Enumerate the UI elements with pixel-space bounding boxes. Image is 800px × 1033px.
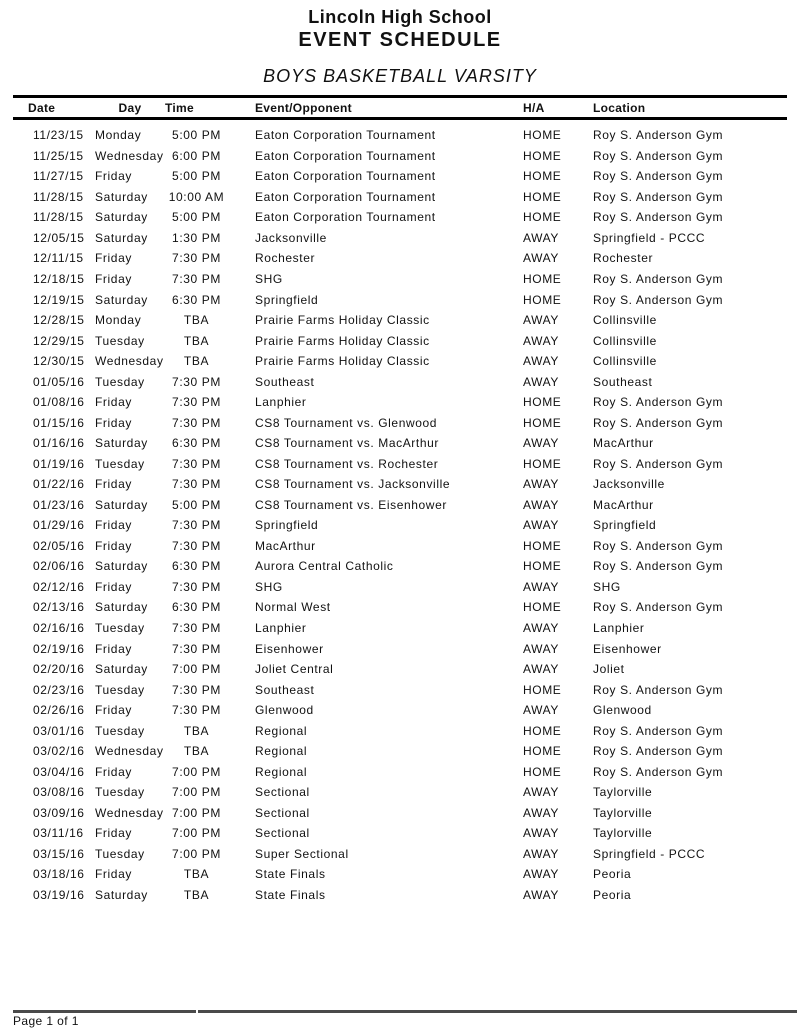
- table-row: [13, 248, 787, 269]
- cell-location: Roy S. Anderson Gym: [593, 559, 724, 574]
- table-row: [13, 782, 787, 803]
- cell-event: Southeast: [255, 682, 315, 697]
- cell-date: 01/05/16: [33, 374, 85, 389]
- cell-event: SHG: [255, 579, 283, 594]
- cell-ha: AWAY: [523, 867, 559, 882]
- column-header-day: Day: [118, 100, 142, 115]
- cell-day: Tuesday: [95, 682, 145, 697]
- cell-event: Rochester: [255, 251, 316, 266]
- cell-event: Prairie Farms Holiday Classic: [255, 354, 430, 369]
- cell-time: 7:30 PM: [172, 621, 221, 636]
- cell-day: Tuesday: [95, 723, 145, 738]
- cell-day: Saturday: [95, 230, 148, 245]
- cell-time: 7:30 PM: [172, 395, 221, 410]
- cell-day: Saturday: [95, 210, 148, 225]
- cell-time: 6:30 PM: [172, 436, 221, 451]
- cell-time: 7:30 PM: [172, 271, 221, 286]
- table-row: [13, 556, 787, 577]
- cell-location: Roy S. Anderson Gym: [593, 292, 724, 307]
- cell-time: 7:30 PM: [172, 415, 221, 430]
- cell-ha: HOME: [523, 600, 562, 615]
- cell-date: 12/05/15: [33, 230, 85, 245]
- cell-event: Eaton Corporation Tournament: [255, 189, 436, 204]
- table-row: [13, 330, 787, 351]
- column-header-ha: H/A: [523, 100, 545, 115]
- table-row: [13, 885, 787, 906]
- column-header-event: Event/Opponent: [255, 100, 352, 115]
- cell-ha: AWAY: [523, 477, 559, 492]
- cell-time: 7:30 PM: [172, 703, 221, 718]
- cell-time: 7:30 PM: [172, 518, 221, 533]
- table-row: [13, 515, 787, 536]
- cell-day: Wednesday: [95, 354, 164, 369]
- cell-location: Roy S. Anderson Gym: [593, 148, 724, 163]
- cell-location: Taylorville: [593, 805, 653, 820]
- cell-date: 01/22/16: [33, 477, 85, 492]
- cell-location: Peoria: [593, 867, 632, 882]
- cell-time: 5:00 PM: [172, 128, 221, 143]
- cell-day: Friday: [95, 271, 132, 286]
- cell-day: Wednesday: [95, 148, 164, 163]
- cell-ha: AWAY: [523, 436, 559, 451]
- table-row: [13, 433, 787, 454]
- cell-location: Springfield: [593, 518, 657, 533]
- cell-ha: AWAY: [523, 497, 559, 512]
- column-header-location: Location: [593, 100, 646, 115]
- cell-ha: HOME: [523, 169, 562, 184]
- cell-ha: AWAY: [523, 805, 559, 820]
- cell-location: Roy S. Anderson Gym: [593, 128, 724, 143]
- cell-location: Roy S. Anderson Gym: [593, 415, 724, 430]
- cell-time: 6:30 PM: [172, 292, 221, 307]
- cell-event: Sectional: [255, 785, 310, 800]
- cell-ha: HOME: [523, 189, 562, 204]
- cell-ha: HOME: [523, 538, 562, 553]
- cell-day: Friday: [95, 169, 132, 184]
- cell-ha: AWAY: [523, 230, 559, 245]
- table-row: [13, 803, 787, 824]
- cell-event: Eaton Corporation Tournament: [255, 210, 436, 225]
- cell-time: TBA: [183, 354, 210, 369]
- cell-event: Jacksonville: [255, 230, 327, 245]
- cell-date: 02/20/16: [33, 662, 85, 677]
- cell-date: 03/09/16: [33, 805, 85, 820]
- cell-event: Normal West: [255, 600, 331, 615]
- school-name: Lincoln High School: [308, 7, 492, 27]
- cell-day: Wednesday: [95, 805, 164, 820]
- table-row: [13, 844, 787, 865]
- cell-date: 11/28/15: [33, 189, 84, 204]
- cell-time: 7:00 PM: [172, 826, 221, 841]
- cell-event: Regional: [255, 764, 308, 779]
- table-row: [13, 597, 787, 618]
- schedule-body: [13, 120, 787, 905]
- cell-event: Springfield: [255, 518, 319, 533]
- cell-date: 02/19/16: [33, 641, 85, 656]
- cell-event: Regional: [255, 723, 308, 738]
- cell-location: Taylorville: [593, 785, 653, 800]
- cell-time: 6:30 PM: [172, 600, 221, 615]
- cell-date: 02/23/16: [33, 682, 85, 697]
- cell-date: 03/04/16: [33, 764, 85, 779]
- cell-event: Lanphier: [255, 621, 307, 636]
- cell-date: 12/30/15: [33, 354, 85, 369]
- cell-day: Friday: [95, 518, 132, 533]
- cell-day: Friday: [95, 641, 132, 656]
- cell-date: 03/19/16: [33, 887, 85, 902]
- cell-event: MacArthur: [255, 538, 316, 553]
- cell-ha: HOME: [523, 148, 562, 163]
- cell-time: 5:00 PM: [172, 169, 221, 184]
- table-row: [13, 474, 787, 495]
- cell-ha: HOME: [523, 456, 562, 471]
- cell-ha: AWAY: [523, 703, 559, 718]
- table-row: [13, 700, 787, 721]
- cell-location: Roy S. Anderson Gym: [593, 271, 724, 286]
- cell-time: 10:00 AM: [168, 189, 225, 204]
- cell-time: 7:00 PM: [172, 662, 221, 677]
- cell-event: Sectional: [255, 826, 310, 841]
- cell-time: 7:30 PM: [172, 641, 221, 656]
- cell-event: Joliet Central: [255, 662, 334, 677]
- cell-location: Roy S. Anderson Gym: [593, 723, 724, 738]
- cell-date: 12/11/15: [33, 251, 84, 266]
- table-row: [13, 741, 787, 762]
- cell-event: Sectional: [255, 805, 310, 820]
- cell-event: CS8 Tournament vs. MacArthur: [255, 436, 439, 451]
- cell-date: 03/11/16: [33, 826, 84, 841]
- cell-location: Roy S. Anderson Gym: [593, 744, 724, 759]
- cell-date: 01/29/16: [33, 518, 85, 533]
- cell-date: 02/12/16: [33, 579, 85, 594]
- table-row: [13, 187, 787, 208]
- cell-location: Roy S. Anderson Gym: [593, 169, 724, 184]
- cell-day: Saturday: [95, 559, 148, 574]
- cell-day: Friday: [95, 395, 132, 410]
- cell-location: Collinsville: [593, 354, 657, 369]
- cell-time: 7:00 PM: [172, 805, 221, 820]
- cell-ha: HOME: [523, 128, 562, 143]
- cell-time: 6:30 PM: [172, 559, 221, 574]
- table-row: [13, 454, 787, 475]
- cell-location: Glenwood: [593, 703, 652, 718]
- cell-time: TBA: [183, 867, 210, 882]
- cell-location: Roy S. Anderson Gym: [593, 538, 724, 553]
- table-row: [13, 638, 787, 659]
- schedule-table: [13, 95, 787, 905]
- cell-date: 12/18/15: [33, 271, 85, 286]
- cell-ha: AWAY: [523, 887, 559, 902]
- cell-time: 7:30 PM: [172, 251, 221, 266]
- cell-ha: HOME: [523, 559, 562, 574]
- cell-location: Taylorville: [593, 826, 653, 841]
- cell-time: TBA: [183, 313, 210, 328]
- cell-location: Springfield - PCCC: [593, 230, 706, 245]
- table-row: [13, 371, 787, 392]
- table-row: [13, 228, 787, 249]
- cell-day: Friday: [95, 826, 132, 841]
- cell-ha: AWAY: [523, 785, 559, 800]
- cell-location: Springfield - PCCC: [593, 846, 706, 861]
- table-row: [13, 864, 787, 885]
- cell-time: 5:00 PM: [172, 497, 221, 512]
- cell-ha: HOME: [523, 744, 562, 759]
- table-header-row: [13, 95, 787, 120]
- cell-time: 7:30 PM: [172, 456, 221, 471]
- cell-day: Friday: [95, 867, 132, 882]
- table-row: [13, 125, 787, 146]
- footer-divider: [198, 1010, 797, 1013]
- cell-date: 01/15/16: [33, 415, 85, 430]
- cell-event: State Finals: [255, 867, 326, 882]
- cell-day: Saturday: [95, 189, 148, 204]
- cell-event: Eisenhower: [255, 641, 324, 656]
- cell-date: 12/19/15: [33, 292, 85, 307]
- table-row: [13, 720, 787, 741]
- cell-event: Regional: [255, 744, 308, 759]
- cell-event: Lanphier: [255, 395, 307, 410]
- cell-date: 03/01/16: [33, 723, 85, 738]
- cell-time: TBA: [183, 723, 210, 738]
- table-row: [13, 392, 787, 413]
- cell-time: TBA: [183, 744, 210, 759]
- page-number: Page 1 of 1: [13, 1014, 79, 1028]
- table-row: [13, 269, 787, 290]
- cell-location: Roy S. Anderson Gym: [593, 456, 724, 471]
- cell-time: 7:00 PM: [172, 846, 221, 861]
- cell-ha: AWAY: [523, 579, 559, 594]
- cell-event: Super Sectional: [255, 846, 349, 861]
- cell-location: Roy S. Anderson Gym: [593, 682, 724, 697]
- table-row: [13, 823, 787, 844]
- cell-day: Wednesday: [95, 744, 164, 759]
- cell-date: 01/19/16: [33, 456, 85, 471]
- cell-location: Roy S. Anderson Gym: [593, 189, 724, 204]
- cell-date: 03/02/16: [33, 744, 85, 759]
- cell-ha: AWAY: [523, 662, 559, 677]
- cell-location: Peoria: [593, 887, 632, 902]
- cell-date: 03/08/16: [33, 785, 85, 800]
- cell-event: Aurora Central Catholic: [255, 559, 394, 574]
- cell-date: 02/26/16: [33, 703, 85, 718]
- cell-ha: AWAY: [523, 621, 559, 636]
- cell-event: CS8 Tournament vs. Rochester: [255, 456, 439, 471]
- column-header-time: Time: [165, 100, 194, 115]
- cell-time: TBA: [183, 333, 210, 348]
- cell-time: 7:30 PM: [172, 579, 221, 594]
- cell-ha: HOME: [523, 415, 562, 430]
- cell-event: Eaton Corporation Tournament: [255, 169, 436, 184]
- cell-event: Eaton Corporation Tournament: [255, 148, 436, 163]
- table-row: [13, 289, 787, 310]
- cell-ha: AWAY: [523, 846, 559, 861]
- cell-ha: HOME: [523, 764, 562, 779]
- cell-location: Collinsville: [593, 313, 657, 328]
- cell-day: Friday: [95, 251, 132, 266]
- cell-time: 7:00 PM: [172, 785, 221, 800]
- cell-location: Roy S. Anderson Gym: [593, 764, 724, 779]
- table-row: [13, 761, 787, 782]
- cell-time: 6:00 PM: [172, 148, 221, 163]
- cell-date: 11/28/15: [33, 210, 84, 225]
- cell-ha: AWAY: [523, 374, 559, 389]
- cell-day: Friday: [95, 415, 132, 430]
- footer-divider: [13, 1010, 196, 1013]
- cell-day: Tuesday: [95, 456, 145, 471]
- cell-event: SHG: [255, 271, 283, 286]
- cell-day: Saturday: [95, 662, 148, 677]
- cell-event: Prairie Farms Holiday Classic: [255, 333, 430, 348]
- cell-location: MacArthur: [593, 497, 654, 512]
- cell-ha: HOME: [523, 292, 562, 307]
- cell-ha: AWAY: [523, 333, 559, 348]
- table-row: [13, 659, 787, 680]
- cell-event: Southeast: [255, 374, 315, 389]
- cell-day: Friday: [95, 764, 132, 779]
- table-row: [13, 679, 787, 700]
- cell-day: Saturday: [95, 600, 148, 615]
- cell-event: Glenwood: [255, 703, 314, 718]
- cell-day: Friday: [95, 477, 132, 492]
- cell-date: 02/13/16: [33, 600, 85, 615]
- cell-day: Saturday: [95, 292, 148, 307]
- cell-day: Saturday: [95, 436, 148, 451]
- cell-day: Tuesday: [95, 785, 145, 800]
- cell-ha: AWAY: [523, 518, 559, 533]
- cell-location: Rochester: [593, 251, 654, 266]
- cell-event: Springfield: [255, 292, 319, 307]
- cell-ha: HOME: [523, 395, 562, 410]
- cell-day: Friday: [95, 703, 132, 718]
- table-row: [13, 146, 787, 167]
- table-row: [13, 351, 787, 372]
- cell-date: 03/15/16: [33, 846, 85, 861]
- cell-date: 02/06/16: [33, 559, 85, 574]
- cell-day: Tuesday: [95, 333, 145, 348]
- table-row: [13, 310, 787, 331]
- cell-event: Prairie Farms Holiday Classic: [255, 313, 430, 328]
- cell-ha: HOME: [523, 271, 562, 286]
- cell-time: 5:00 PM: [172, 210, 221, 225]
- cell-ha: AWAY: [523, 826, 559, 841]
- cell-date: 01/08/16: [33, 395, 85, 410]
- cell-ha: HOME: [523, 723, 562, 738]
- cell-date: 11/23/15: [33, 128, 84, 143]
- cell-location: Eisenhower: [593, 641, 662, 656]
- cell-location: Southeast: [593, 374, 653, 389]
- cell-ha: AWAY: [523, 354, 559, 369]
- document-header: [0, 0, 800, 87]
- cell-event: CS8 Tournament vs. Eisenhower: [255, 497, 447, 512]
- cell-location: MacArthur: [593, 436, 654, 451]
- cell-event: State Finals: [255, 887, 326, 902]
- cell-date: 12/29/15: [33, 333, 85, 348]
- cell-ha: AWAY: [523, 641, 559, 656]
- table-row: [13, 495, 787, 516]
- cell-time: 7:30 PM: [172, 477, 221, 492]
- column-header-date: Date: [28, 100, 56, 115]
- cell-location: SHG: [593, 579, 621, 594]
- cell-time: 7:30 PM: [172, 682, 221, 697]
- document-title: EVENT SCHEDULE: [298, 29, 502, 51]
- cell-location: Joliet: [593, 662, 625, 677]
- cell-ha: HOME: [523, 210, 562, 225]
- cell-time: 1:30 PM: [172, 230, 221, 245]
- cell-day: Monday: [95, 128, 142, 143]
- cell-day: Friday: [95, 579, 132, 594]
- table-row: [13, 207, 787, 228]
- cell-date: 12/28/15: [33, 313, 85, 328]
- table-row: [13, 166, 787, 187]
- cell-location: Roy S. Anderson Gym: [593, 600, 724, 615]
- cell-date: 02/16/16: [33, 621, 85, 636]
- cell-date: 01/16/16: [33, 436, 85, 451]
- cell-date: 01/23/16: [33, 497, 85, 512]
- cell-location: Roy S. Anderson Gym: [593, 210, 724, 225]
- table-row: [13, 618, 787, 639]
- cell-day: Friday: [95, 538, 132, 553]
- cell-location: Roy S. Anderson Gym: [593, 395, 724, 410]
- cell-time: 7:00 PM: [172, 764, 221, 779]
- cell-event: CS8 Tournament vs. Jacksonville: [255, 477, 451, 492]
- cell-time: 7:30 PM: [172, 374, 221, 389]
- cell-day: Tuesday: [95, 374, 145, 389]
- cell-event: Eaton Corporation Tournament: [255, 128, 436, 143]
- table-row: [13, 412, 787, 433]
- cell-location: Lanphier: [593, 621, 645, 636]
- cell-time: TBA: [183, 887, 210, 902]
- cell-ha: AWAY: [523, 251, 559, 266]
- cell-event: CS8 Tournament vs. Glenwood: [255, 415, 438, 430]
- team-subtitle: BOYS BASKETBALL VARSITY: [263, 66, 537, 86]
- cell-date: 03/18/16: [33, 867, 85, 882]
- cell-day: Monday: [95, 313, 142, 328]
- cell-date: 11/25/15: [33, 148, 84, 163]
- cell-location: Collinsville: [593, 333, 657, 348]
- cell-day: Saturday: [95, 497, 148, 512]
- cell-date: 02/05/16: [33, 538, 85, 553]
- table-row: [13, 577, 787, 598]
- cell-day: Tuesday: [95, 846, 145, 861]
- cell-location: Jacksonville: [593, 477, 665, 492]
- cell-date: 11/27/15: [33, 169, 84, 184]
- cell-time: 7:30 PM: [172, 538, 221, 553]
- cell-day: Saturday: [95, 887, 148, 902]
- cell-ha: HOME: [523, 682, 562, 697]
- table-row: [13, 536, 787, 557]
- cell-ha: AWAY: [523, 313, 559, 328]
- cell-day: Tuesday: [95, 621, 145, 636]
